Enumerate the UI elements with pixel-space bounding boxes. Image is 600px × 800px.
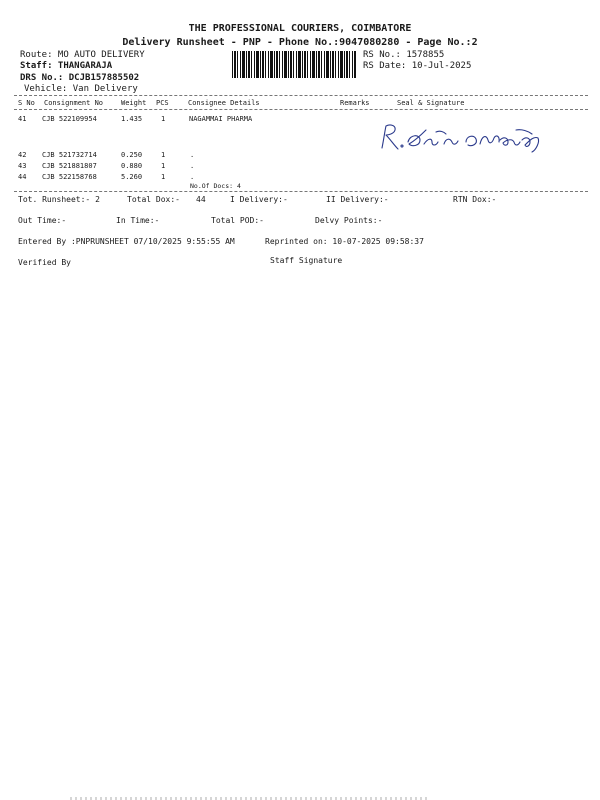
col-seal-signature: Seal & Signature: [397, 99, 465, 107]
row-weight: 0.250: [121, 151, 143, 159]
drs-number: DRS No.: DCJB157885502: [20, 73, 140, 83]
row-sno: 43: [18, 162, 27, 170]
total-pod: Total POD:-: [211, 216, 264, 225]
divider-top: [14, 95, 588, 96]
entered-by: Entered By :PNPRUNSHEET 07/10/2025 9:55:55 AM: [18, 237, 235, 246]
row-consignee: .: [190, 173, 195, 181]
row-sno: 41: [18, 115, 27, 123]
row-pcs: 1: [161, 173, 166, 181]
i-delivery: I Delivery:-: [230, 195, 288, 204]
row-weight: 0.880: [121, 162, 143, 170]
row-pcs: 1: [161, 151, 166, 159]
divider-header: [14, 109, 588, 110]
row-consignment: CJB 522158768: [42, 173, 97, 181]
row-pcs: 1: [161, 115, 166, 123]
total-dox-value: 44: [196, 195, 206, 204]
col-weight: Weight: [121, 99, 147, 107]
col-sno: S No: [18, 99, 35, 107]
staff-label: Staff: THANGARAJA: [20, 61, 113, 71]
col-consignee: Consignee Details: [188, 99, 260, 107]
route-label: Route: MO AUTO DELIVERY: [20, 50, 145, 60]
row-consignment: CJB 522109954: [42, 115, 97, 123]
out-time: Out Time:-: [18, 216, 67, 225]
no-of-docs: No.Of Docs: 4: [190, 182, 241, 190]
rs-date: RS Date: 10-Jul-2025: [363, 61, 472, 71]
row-consignee: NAGAMMAI PHARMA: [189, 115, 253, 123]
row-weight: 1.435: [121, 115, 143, 123]
row-pcs: 1: [161, 162, 166, 170]
col-consignment: Consignment No: [44, 99, 104, 107]
row-weight: 5.260: [121, 173, 143, 181]
col-remarks: Remarks: [340, 99, 370, 107]
in-time: In Time:-: [116, 216, 160, 225]
barcode-image: [232, 51, 356, 78]
rtn-dox: RTN Dox:-: [453, 195, 497, 204]
row-consignee: .: [190, 151, 195, 159]
handwritten-signature: [376, 120, 551, 156]
row-consignment: CJB 521881807: [42, 162, 97, 170]
divider-rows-end: [14, 191, 588, 192]
staff-signature-label: Staff Signature: [270, 256, 343, 265]
delvy-points: Delvy Points:-: [315, 216, 383, 225]
row-consignee: .: [190, 162, 195, 170]
row-sno: 44: [18, 173, 27, 181]
verified-by: Verified By: [18, 258, 71, 267]
reprinted-on: Reprinted on: 10-07-2025 09:58:37: [265, 237, 424, 246]
company-title: THE PROFESSIONAL COURIERS, COIMBATORE: [188, 23, 412, 34]
total-dox-label: Total Dox:-: [127, 195, 180, 204]
vehicle-label: Vehicle: Van Delivery: [24, 84, 138, 94]
row-consignment: CJB 521732714: [42, 151, 97, 159]
ii-delivery: II Delivery:-: [326, 195, 389, 204]
row-sno: 42: [18, 151, 27, 159]
col-pcs: PCS: [156, 99, 169, 107]
runsheet-subtitle: Delivery Runsheet - PNP - Phone No.:9047080280 - Page No.:2: [122, 37, 478, 48]
tot-runsheet: Tot. Runsheet:- 2: [18, 195, 100, 204]
rs-number: RS No.: 1578855: [363, 50, 445, 60]
